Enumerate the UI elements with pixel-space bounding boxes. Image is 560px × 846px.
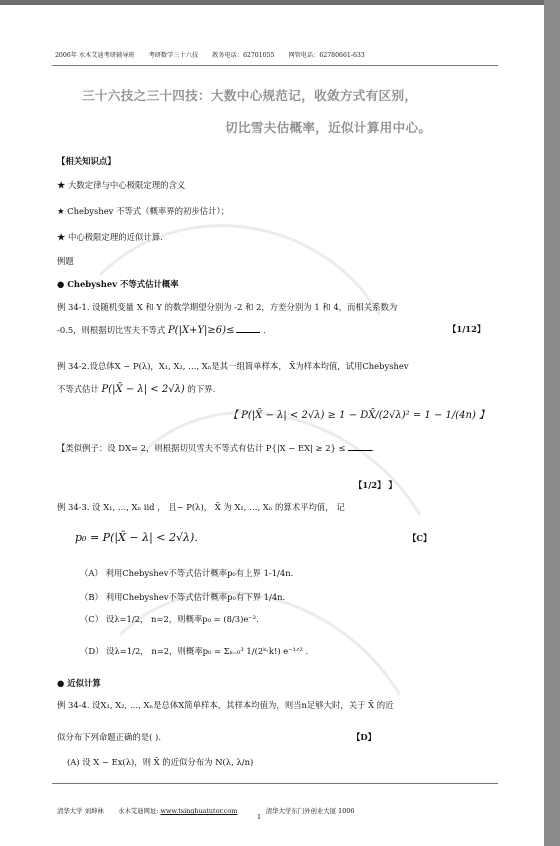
footer-website-link[interactable]: www.tsinghuatutor.com [160,807,238,815]
example-34-3-answer: 【C】 [408,533,432,543]
example-34-2-answer: 【 P(|X̄ − λ| < 2√λ) ≥ 1 − DX̄/(2√λ)² = 1 − 1/(4n) 】 [228,410,490,421]
page-number: 1 [257,813,262,821]
knowledge-item-3: ★ 中心极限定理的近似计算. [57,232,163,242]
example-34-4-option-a: (A) 设 X ~ Ex(λ)，则 X̄ 的近似分布为 N(λ, λ/n) [67,757,254,767]
example-34-1-line-1: 例 34-1. 设随机变量 X 和 Y 的数学期望分别为 -2 和 2，方差分别为 1 和 4，而相关系数为 [57,302,398,312]
watermark-icon [60,155,500,775]
example-34-2-line-2: 不等式估计 P(|X̄ − λ| < 2√λ) 的下界. [57,384,216,395]
example-34-1-line-2: -0.5，则根据切比雪夫不等式 P(|X+Y|≥6)≤ ． [57,325,272,336]
header-rule [52,65,498,66]
knowledge-heading: 【相关知识点】 [57,156,116,166]
example-34-3-formula: p₀ = P(|X̄ − λ| < 2√λ)． [75,531,206,544]
example-34-3-line-1: 例 34-3. 设 X₁, …, Xₙ iid ， 且~ P(λ)， X̄ 为 X₁, …, Xₙ 的算术平均值， 记 [57,502,345,512]
similar-example-answer: 【1/2】 】 [354,480,397,490]
page-footer: 清华大学 刘坤林 水木艾迪网址: www.tsinghuatutor.com 清华大学东门外创业大厦 1006 [57,807,355,815]
section-approximation: ● 近似计算 [57,678,101,688]
example-34-4-line-2: 似分布下列命题正确的是( ). [57,732,161,742]
document-page [0,5,544,846]
similar-example: 【类似例子：设 DX= 2，则根据切贝雪夫不等式有估计 P{|X − EX| ≥ 2} ≤ ． [57,443,380,453]
example-34-3-option-c: （C） 设λ=1/2， n=2，则概率p₀ = (8/3)e⁻²． [80,614,265,624]
example-34-3-option-d: （D） 设λ=1/2， n=2，则概率p₀ = Σₖ₌₀³ 1/(2ᵏ·k!) e⁻¹ᐟ² ． [80,646,314,656]
example-34-1-answer: 【1/12】 [448,324,486,334]
example-34-4-answer: 【D】 [352,732,377,742]
example-34-4-line-1: 例 34-4. 设X₁, X₂, …, Xₙ是总体X简单样本，其样本均值为，则当n足够大时，关于 X̄ 的近 [57,700,394,710]
knowledge-item-1: ★ 大数定律与中心极限定理的含义 [57,180,186,190]
footer-rule [52,783,498,784]
example-34-3-option-b: （B） 利用Chebyshev不等式估计概率p₀有下界 1/4n. [80,592,286,602]
example-34-3-option-a: （A） 利用Chebyshev不等式估计概率p₀有上界 1-1/4n. [80,568,294,578]
knowledge-item-2: ★ Chebyshev 不等式（概率界的初步估计）； [57,206,230,216]
probability-formula: P(|X̄ − λ| < 2√λ) [101,384,185,395]
example-34-2-line-1: 例 34-2.设总体X ~ P(λ)，X₁, X₂, …, Xₙ是其一组简单样本， X̄为样本均值，试用Chebyshev [57,361,409,371]
examples-heading: 例题 [57,256,74,266]
section-chebyshev: ● Chebyshev 不等式估计概率 [57,279,179,289]
answer-blank [236,323,260,333]
answer-blank [348,441,372,451]
page-header: 2006年 水木艾迪考研辅导班 考研数学三十六技 教务电话：62701055 网管电话：62780661-633 [55,52,365,59]
scrollbar-track[interactable] [544,0,560,846]
page-title-line-2: 切比雪夫估概率，近似计算用中心。 [225,120,432,135]
chebyshev-formula: P(|X+Y|≥6)≤ [167,325,235,336]
page-title-line-1: 三十六技之三十四技：大数中心规范记，收敛方式有区别， [82,88,418,103]
